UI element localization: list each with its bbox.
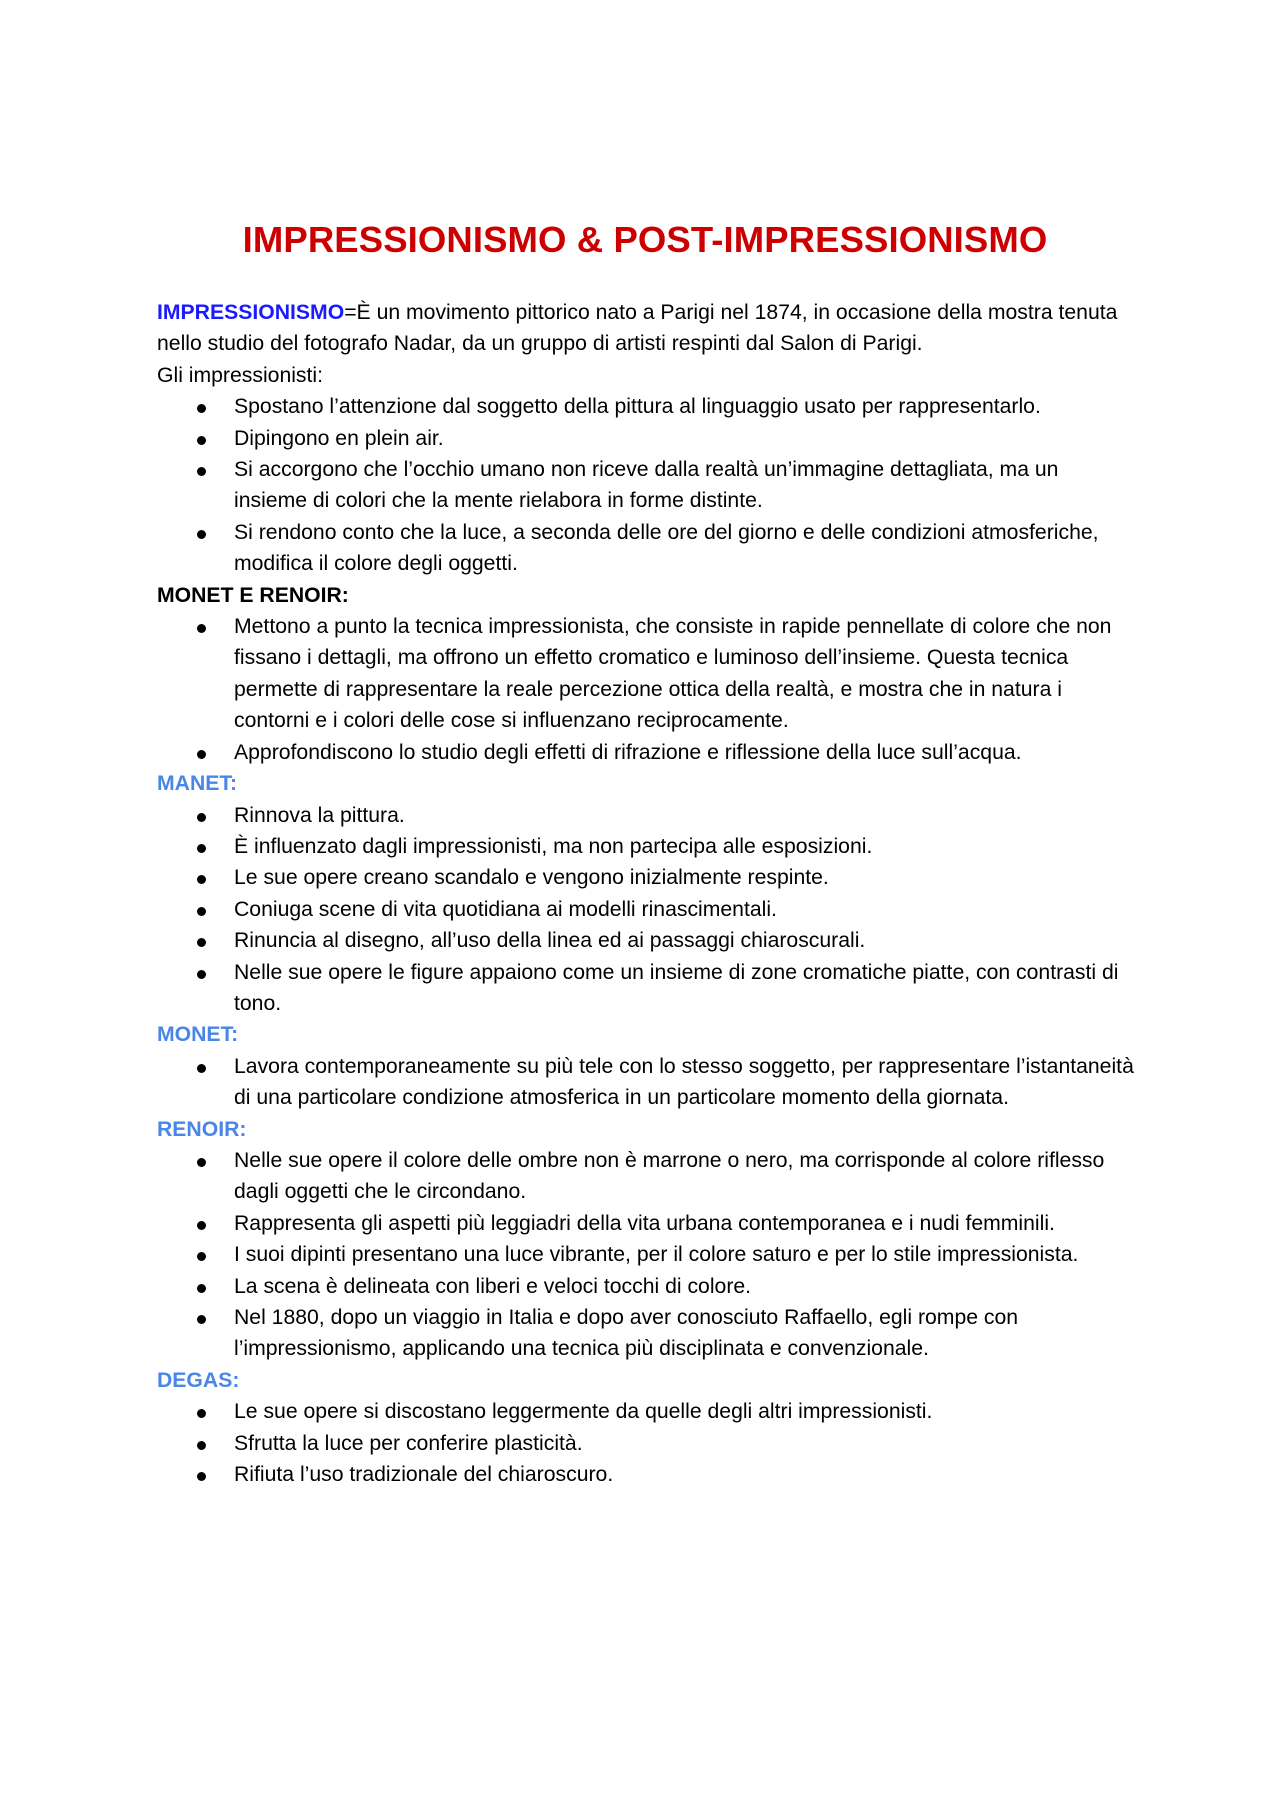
renoir-heading: RENOIR: (157, 1117, 247, 1141)
list-item: Sfrutta la luce per conferire plasticità. (157, 1428, 1137, 1459)
list-item: Dipingono en plein air. (157, 423, 1137, 454)
manet-heading: MANET: (157, 772, 238, 796)
bullet-icon (197, 1441, 206, 1450)
bullet-icon (197, 467, 206, 476)
monet-renoir-heading: MONET E RENOIR: (157, 583, 349, 607)
bullet-icon (197, 436, 206, 445)
bullet-icon (197, 1472, 206, 1481)
bullet-icon (197, 1158, 206, 1167)
bullet-icon (197, 404, 206, 413)
manet-list (157, 800, 1137, 1020)
degas-heading: DEGAS: (157, 1368, 240, 1392)
list-item: La scena è delineata con liberi e veloci tocchi di colore. (157, 1271, 1137, 1302)
bullet-icon (197, 875, 206, 884)
document-title: IMPRESSIONISMO & POST-IMPRESSIONISMO (242, 219, 1048, 260)
bullet-icon (197, 1409, 206, 1418)
list-item: Nelle sue opere le figure appaiono come un insieme di zone cromatiche piatte, con contrasti di tono. (157, 957, 1137, 1020)
monet-heading: MONET: (157, 1023, 239, 1047)
bullet-icon (197, 907, 206, 916)
bullet-icon (197, 1284, 206, 1293)
list-item: Le sue opere creano scandalo e vengono inizialmente respinte. (157, 862, 1137, 893)
bullet-icon (197, 624, 206, 633)
list-item: Rappresenta gli aspetti più leggiadri della vita urbana contemporanea e i nudi femminili. (157, 1208, 1137, 1239)
bullet-icon (197, 1252, 206, 1261)
list-item: Coniuga scene di vita quotidiana ai modelli rinascimentali. (157, 894, 1137, 925)
list-item: È influenzato dagli impressionisti, ma non partecipa alle esposizioni. (157, 831, 1137, 862)
bullet-icon (197, 1064, 206, 1073)
renoir-list (157, 1145, 1137, 1365)
list-item: Approfondiscono lo studio degli effetti di rifrazione e riflessione della luce sull’acqua. (157, 737, 1137, 768)
monet-renoir-list (157, 611, 1137, 768)
degas-list (157, 1396, 1137, 1490)
list-item: Lavora contemporaneamente su più tele con lo stesso soggetto, per rappresentare l’istantaneità di una particolare condizione atmosferica in un particolare momento della giornata. (157, 1051, 1137, 1114)
list-item: Rifiuta l’uso tradizionale del chiaroscuro. (157, 1459, 1137, 1490)
bullet-icon (197, 844, 206, 853)
list-item: I suoi dipinti presentano una luce vibrante, per il colore saturo e per lo stile impressionista. (157, 1239, 1137, 1270)
list-item: Si accorgono che l’occhio umano non riceve dalla realtà un’immagine dettagliata, ma un insieme di colori che la mente rielabora in forme distinte. (157, 454, 1137, 517)
bullet-icon (197, 750, 206, 759)
list-item: Nelle sue opere il colore delle ombre non è marrone o nero, ma corrisponde al colore riflesso dagli oggetti che le circondano. (157, 1145, 1137, 1208)
list-item: Si rendono conto che la luce, a seconda delle ore del giorno e delle condizioni atmosferiche, modifica il colore degli oggetti. (157, 517, 1137, 580)
monet-list (157, 1051, 1137, 1114)
list-item: Rinnova la pittura. (157, 800, 1137, 831)
intro-paragraph (157, 297, 1137, 360)
bullet-icon (197, 530, 206, 539)
list-item: Nel 1880, dopo un viaggio in Italia e dopo aver conosciuto Raffaello, egli rompe con l’impressionismo, applicando una tecnica più disciplinata e convenzionale. (157, 1302, 1137, 1365)
impressionists-heading: Gli impressionisti: (157, 363, 324, 387)
list-item: Rinuncia al disegno, all’uso della linea ed ai passaggi chiaroscurali. (157, 925, 1137, 956)
document-page (157, 218, 1137, 1490)
bullet-icon (197, 938, 206, 947)
list-item: Le sue opere si discostano leggermente da quelle degli altri impressionisti. (157, 1396, 1137, 1427)
bullet-icon (197, 1315, 206, 1324)
bullet-icon (197, 970, 206, 979)
bullet-icon (197, 1221, 206, 1230)
intro-term: IMPRESSIONISMO (157, 301, 345, 324)
list-item: Mettono a punto la tecnica impressionista, che consiste in rapide pennellate di colore che non fissano i dettagli, ma offrono un effetto cromatico e luminoso dell’insieme. Questa tecnica permette di rappresentare la reale percezione ottica della realtà, e mostra che in natura i contorni e i colori delle cose si influenzano reciprocamente. (157, 611, 1137, 737)
impressionists-list (157, 391, 1137, 579)
intro-definition: =È un movimento pittorico nato a Parigi nel 1874, in occasione della mostra tenuta nello studio del fotografo Nadar, da un gruppo di artisti respinti dal Salon di Parigi. (157, 301, 1118, 356)
bullet-icon (197, 813, 206, 822)
list-item: Spostano l’attenzione dal soggetto della pittura al linguaggio usato per rappresentarlo. (157, 391, 1137, 422)
